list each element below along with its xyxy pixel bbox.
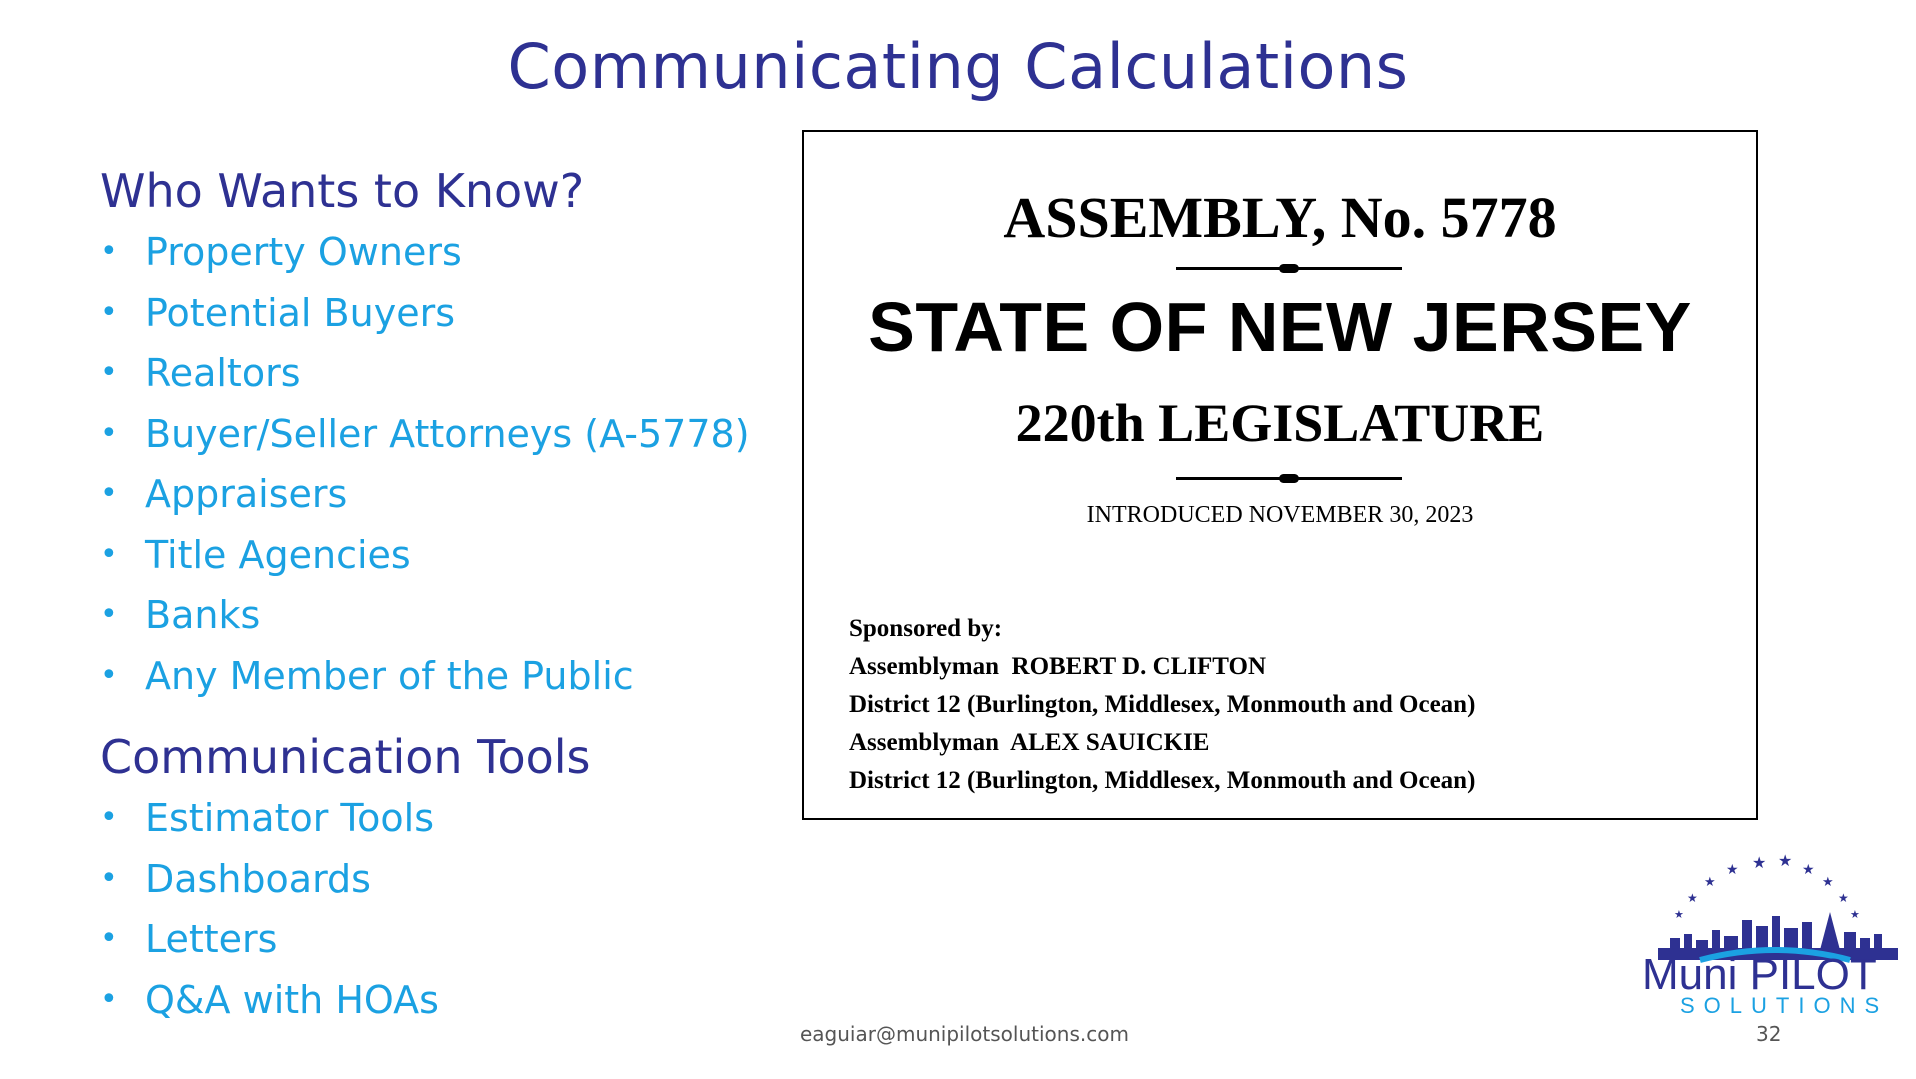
sponsor-line: Assemblyman ALEX SAUICKIE — [849, 729, 1210, 756]
bullet-icon: • — [100, 476, 118, 511]
state-name: STATE OF NEW JERSEY — [868, 288, 1692, 366]
bullet-icon: • — [100, 921, 118, 956]
logo-tagline: SOLUTIONS — [1680, 993, 1889, 1018]
bill-document-image — [802, 130, 1758, 820]
list-item: • Any Member of the Public — [100, 646, 750, 707]
footer-email: eaguiar@munipilotsolutions.com — [800, 1022, 1129, 1046]
list-item: • Potential Buyers — [100, 283, 750, 344]
star-icon: ★ — [1726, 862, 1739, 878]
star-icon: ★ — [1674, 908, 1684, 921]
bullet-icon: • — [100, 981, 118, 1017]
introduced-date: INTRODUCED NOVEMBER 30, 2023 — [1086, 502, 1474, 528]
section-heading-who: Who Wants to Know? — [100, 164, 585, 218]
list-item: • Dashboards — [100, 849, 750, 910]
left-column — [100, 160, 750, 1030]
bullet-icon: • — [100, 800, 118, 835]
slide-title: Communicating Calculations — [507, 30, 1409, 103]
star-icon: ★ — [1822, 875, 1834, 890]
sponsor-line: District 12 (Burlington, Middlesex, Monmouth and Ocean) — [849, 767, 1476, 794]
sponsor-line: Assemblyman ROBERT D. CLIFTON — [849, 653, 1267, 680]
star-icon: ★ — [1752, 853, 1767, 872]
audience-list — [100, 222, 750, 706]
sponsor-line: District 12 (Burlington, Middlesex, Monmouth and Ocean) — [849, 691, 1476, 718]
legislature: 220th LEGISLATURE — [1015, 393, 1545, 453]
logo-name: Muni PILOT — [1642, 950, 1877, 999]
list-item: • Estimator Tools — [100, 788, 750, 849]
bullet-icon: • — [100, 597, 118, 632]
bill-number: ASSEMBLY, No. 5778 — [1003, 185, 1557, 250]
bullet-icon: • — [100, 234, 118, 269]
list-item: • Appraisers — [100, 464, 750, 525]
star-icon: ★ — [1838, 891, 1849, 905]
list-item: • Banks — [100, 585, 750, 646]
sponsors-block — [849, 610, 1475, 800]
star-icon: ★ — [1687, 891, 1698, 905]
star-icon: ★ — [1802, 862, 1815, 878]
list-item: • Buyer/Seller Attorneys (A-5778) — [100, 404, 750, 465]
sponsor-line: Sponsored by: — [849, 615, 1003, 642]
star-icon: ★ — [1850, 908, 1860, 921]
page-number: 32 — [1756, 1022, 1782, 1046]
ornamental-rule — [1176, 477, 1402, 480]
star-icon: ★ — [1704, 875, 1716, 890]
tools-list — [100, 788, 750, 1030]
bullet-icon: • — [100, 536, 118, 572]
ornamental-rule — [1176, 267, 1402, 270]
bullet-icon: • — [100, 860, 118, 896]
list-item: • Letters — [100, 909, 750, 970]
list-item: • Property Owners — [100, 222, 750, 283]
section-heading-tools: Communication Tools — [100, 730, 591, 784]
bullet-icon: • — [100, 415, 118, 451]
list-item: • Q&A with HOAs — [100, 970, 750, 1031]
list-item: • Realtors — [100, 343, 750, 404]
bullet-icon: • — [100, 294, 118, 330]
list-item: • Title Agencies — [100, 525, 750, 586]
bullet-icon: • — [100, 657, 118, 693]
star-icon: ★ — [1778, 851, 1793, 870]
bullet-icon: • — [100, 355, 118, 390]
